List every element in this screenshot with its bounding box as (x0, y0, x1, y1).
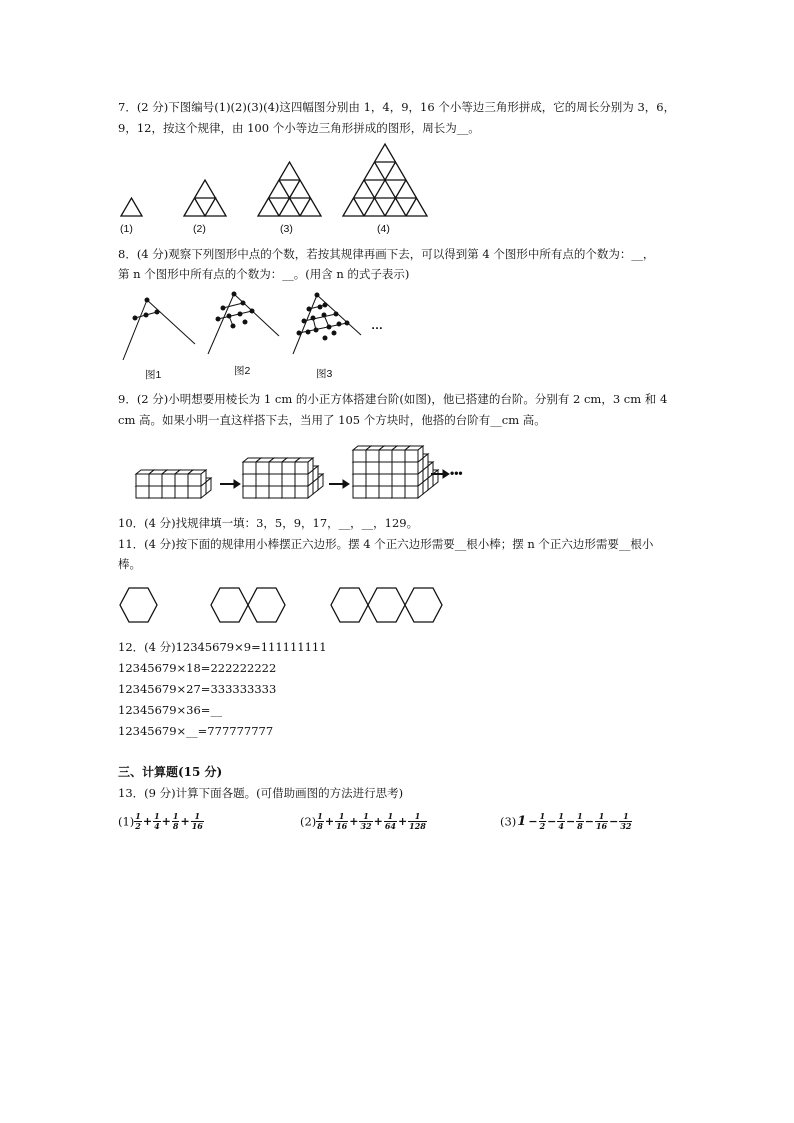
cube (353, 462, 366, 474)
cube-stairs-figure (133, 434, 473, 504)
operator: − (584, 815, 594, 828)
cube (282, 474, 295, 486)
cube (405, 486, 418, 498)
expression-lead: 1 (517, 814, 527, 829)
cube (149, 486, 162, 498)
hexagon-figures (115, 583, 445, 627)
operator: + (373, 815, 383, 828)
q8-caption-3: 图3 (316, 368, 333, 380)
cube (175, 474, 188, 486)
fraction: $\frac{1}{2}$ (135, 811, 141, 831)
q11-line1: 11．(4 分)按下面的规律用小棒摆正六边形。摆 4 个正六边形需要__根小棒；摆 n 个正六边形需要__根小 (118, 537, 654, 551)
cube (256, 462, 269, 474)
triangle-figures (115, 140, 435, 220)
cube (269, 474, 282, 486)
cube (269, 486, 282, 498)
hexagon-3b (368, 588, 405, 622)
q13-line1: 13．(9 分)计算下面各题。(可借助画图的方法进行思考) (118, 786, 404, 800)
hexagon-1 (120, 588, 157, 622)
caption-2: (2) (193, 223, 206, 235)
fraction: $\frac{1}{8}$ (172, 811, 179, 831)
cube (405, 450, 418, 462)
cube (392, 486, 405, 498)
operator: − (547, 815, 557, 828)
cube (243, 474, 256, 486)
cube (295, 474, 308, 486)
q7-line2: 9，12，按这个规律，由 100 个小等边三角形拼成的图形，周长为__。 (118, 121, 480, 135)
fraction: $\frac{1}{32}$ (620, 811, 632, 831)
expression-label: (3) (500, 814, 517, 829)
cube (269, 462, 282, 474)
cube (379, 474, 392, 486)
cube (282, 486, 295, 498)
cube (256, 474, 269, 486)
cube (366, 486, 379, 498)
cube (379, 450, 392, 462)
fraction: $\frac{1}{16}$ (336, 811, 348, 831)
fraction: $\frac{1}{32}$ (360, 811, 372, 831)
section-title: 三、计算题(15 分) (118, 765, 223, 779)
cube (162, 474, 175, 486)
hexagon-3c (405, 588, 442, 622)
fraction: $\frac{1}{16}$ (191, 811, 203, 831)
caption-3: (3) (280, 223, 293, 235)
q8-caption-2: 图2 (234, 365, 251, 377)
operator: + (397, 815, 408, 828)
fraction: $\frac{1}{8}$ (317, 811, 323, 831)
operator: + (180, 815, 190, 828)
cube (392, 450, 405, 462)
q12-line3: 12345679×27=333333333 (118, 682, 277, 696)
q8-line2: 第 n 个图形中所有点的个数为：__。(用含 n 的式子表示) (118, 267, 410, 281)
cube (295, 486, 308, 498)
triangle-fig-3 (258, 162, 321, 216)
cube (353, 450, 366, 462)
operator: + (161, 815, 171, 828)
cube (353, 474, 366, 486)
operator: + (349, 815, 359, 828)
cube (379, 462, 392, 474)
dot-angle-figures (115, 288, 395, 366)
cube (295, 462, 308, 474)
q12-line2: 12345679×18=222222222 (118, 661, 277, 675)
cube (175, 486, 188, 498)
cube (392, 474, 405, 486)
hexagon-3a (331, 588, 368, 622)
cube (136, 486, 149, 498)
q12-line1: 12．(4 分)12345679×9=111111111 (118, 640, 327, 654)
expression-3 (500, 812, 632, 831)
fraction: $\frac{1}{2}$ (539, 811, 546, 831)
fraction: $\frac{1}{16}$ (595, 811, 608, 831)
cube (149, 474, 162, 486)
caption-4: (4) (377, 223, 390, 235)
operator: − (528, 815, 538, 828)
q12-line4: 12345679×36=__ (118, 703, 222, 717)
cube (366, 450, 379, 462)
cube (136, 474, 149, 486)
cube (188, 486, 201, 498)
cube (162, 486, 175, 498)
q9-ellipsis: ••• (450, 466, 463, 480)
caption-1: (1) (120, 223, 133, 235)
cube (405, 474, 418, 486)
q8-caption-1: 图1 (145, 369, 162, 381)
hexagon-2a (211, 588, 248, 622)
expression-2 (300, 812, 427, 831)
fraction: $\frac{1}{4}$ (154, 811, 160, 831)
cube (282, 462, 295, 474)
q9-line1: 9．(2 分)小明想要用棱长为 1 cm 的小正方体搭建台阶(如图)，他已搭建的台阶。分别有 2 cm，3 cm 和 4 (118, 392, 668, 406)
q12-line5: 12345679×__=777777777 (118, 724, 274, 738)
expression-label: (1) (118, 814, 135, 829)
cube (243, 462, 256, 474)
expression-label: (2) (300, 814, 317, 829)
cube (188, 474, 201, 486)
cube (366, 462, 379, 474)
q8-ellipsis: … (371, 318, 383, 332)
operator: − (565, 815, 576, 828)
cube (405, 462, 418, 474)
cube (256, 486, 269, 498)
operator: + (324, 815, 335, 828)
operator: + (142, 815, 153, 828)
cube (353, 486, 366, 498)
q9-line2: cm 高。如果小明一直这样搭下去，当用了 105 个方块时，他搭的台阶有__cm 高。 (118, 413, 546, 427)
cube (366, 474, 379, 486)
q8-line1: 8．(4 分)观察下列图形中点的个数，若按其规律再画下去，可以得到第 4 个图形中所有点的个数为：__， (118, 247, 655, 261)
cube (243, 486, 256, 498)
q7-line1: 7．(2 分)下图编号(1)(2)(3)(4)这四幅图分别由 1，4，9，16 个小等边三角形拼成，它的周长分别为 3，6， (118, 100, 676, 114)
cube (392, 462, 405, 474)
fraction: $\frac{1}{4}$ (558, 811, 564, 831)
operator: − (609, 815, 619, 828)
cube (379, 486, 392, 498)
q10-line1: 10．(4 分)找规律填一填：3，5，9，17，__，__，129。 (118, 516, 419, 530)
q11-line2: 棒。 (118, 557, 141, 571)
fraction: $\frac{1}{128}$ (409, 811, 426, 831)
triangle-fig-1 (121, 198, 142, 216)
hexagon-2b (248, 588, 285, 622)
fraction: $\frac{1}{64}$ (384, 811, 396, 831)
expression-1 (118, 812, 204, 831)
fraction: $\frac{1}{8}$ (577, 811, 583, 831)
